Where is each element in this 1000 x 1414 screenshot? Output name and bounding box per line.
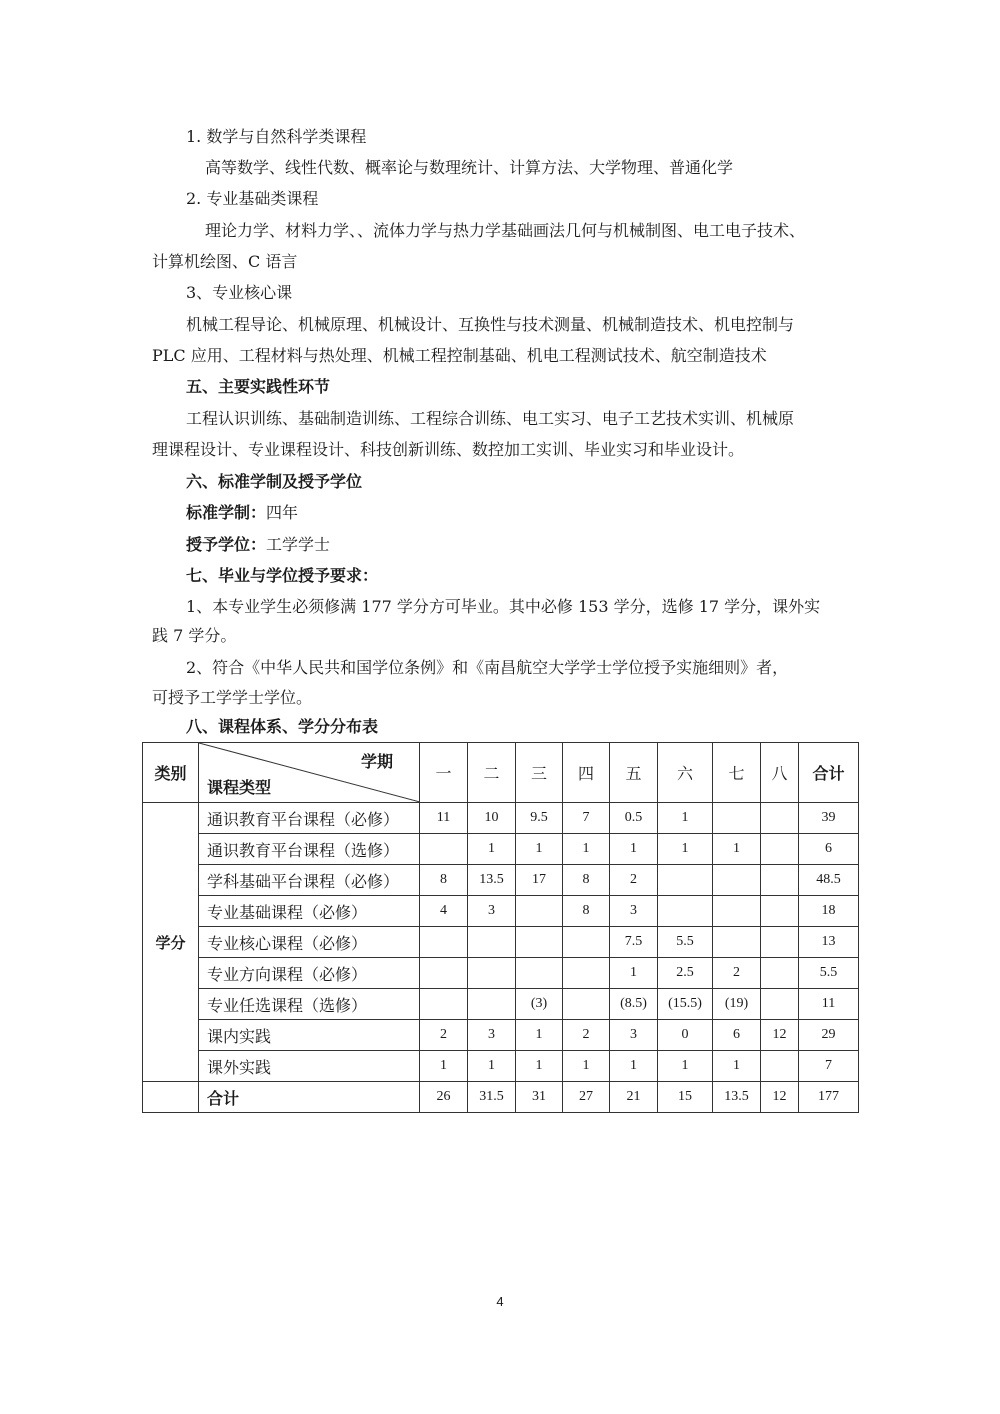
credit-cell: 2.5: [658, 958, 713, 989]
graduation-item1-2: 践 7 学分。: [152, 626, 237, 645]
table-row: [143, 1020, 859, 1051]
duration-label: 标准学制：: [186, 503, 267, 522]
credit-cell: [761, 1051, 799, 1082]
credit-cell: [468, 927, 516, 958]
credit-cell: 7.5: [610, 927, 658, 958]
credit-cell: [468, 989, 516, 1020]
credit-cell: 1: [658, 834, 713, 865]
credit-cell: [420, 834, 468, 865]
row-course-type: 合计: [199, 1082, 420, 1113]
header-col: 二: [468, 743, 516, 803]
credit-cell: [420, 958, 468, 989]
credit-cell: 39: [799, 803, 859, 834]
duration-line: [186, 503, 298, 523]
credit-cell: 29: [799, 1020, 859, 1051]
credit-cell: 1: [563, 1051, 610, 1082]
row-course-type: 专业任选课程（选修）: [199, 989, 420, 1020]
table-row: [143, 865, 859, 896]
credit-cell: 8: [420, 865, 468, 896]
credit-cell: (19): [713, 989, 761, 1020]
degree-line: [186, 535, 330, 555]
credit-cell: 9.5: [516, 803, 563, 834]
credit-cell: 1: [658, 1051, 713, 1082]
credit-cell: 17: [516, 865, 563, 896]
credit-cell: 1: [516, 1051, 563, 1082]
credit-cell: [713, 803, 761, 834]
header-col: 六: [658, 743, 713, 803]
credit-cell: 48.5: [799, 865, 859, 896]
credit-cell: [563, 989, 610, 1020]
row-course-type: 专业基础课程（必修）: [199, 896, 420, 927]
credit-cell: 31.5: [468, 1082, 516, 1113]
degree-value: 工学学士: [266, 535, 331, 554]
credit-cell: 177: [799, 1082, 859, 1113]
header-col: 一: [420, 743, 468, 803]
credit-cell: 18: [799, 896, 859, 927]
credit-cell: 7: [563, 803, 610, 834]
credit-cell: 1: [516, 1020, 563, 1051]
row-course-type: 通识教育平台课程（必修）: [199, 803, 420, 834]
credit-cell: [713, 927, 761, 958]
credit-cell: 3: [610, 896, 658, 927]
section-core-body-1: 机械工程导论、机械原理、机械设计、互换性与技术测量、机械制造技术、机电控制与: [186, 315, 795, 334]
duration-value: 四年: [266, 503, 299, 522]
credit-cell: 4: [420, 896, 468, 927]
credit-cell: [468, 958, 516, 989]
credit-cell: (8.5): [610, 989, 658, 1020]
row-course-type: 课内实践: [199, 1020, 420, 1051]
credit-cell: 8: [563, 896, 610, 927]
credit-cell: 27: [563, 1082, 610, 1113]
header-semester: 学期: [360, 752, 393, 771]
table-row: [143, 834, 859, 865]
heading-credit-table: 八、课程体系、学分分布表: [186, 717, 379, 736]
group-label-empty: [143, 1082, 199, 1113]
header-category: 类别: [143, 743, 199, 803]
table-header-row: [143, 743, 859, 803]
section-basic-body-2: 计算机绘图、C 语言: [152, 252, 298, 271]
credit-cell: [761, 834, 799, 865]
credit-cell: 0: [658, 1020, 713, 1051]
credit-cell: 1: [658, 803, 713, 834]
credit-cell: 6: [799, 834, 859, 865]
credit-cell: [761, 865, 799, 896]
credit-cell: (15.5): [658, 989, 713, 1020]
credit-cell: 1: [420, 1051, 468, 1082]
table-total-row: [143, 1082, 859, 1113]
credit-cell: 1: [610, 834, 658, 865]
credit-cell: 1: [468, 834, 516, 865]
credit-cell: 5.5: [658, 927, 713, 958]
credit-cell: 15: [658, 1082, 713, 1113]
credit-cell: 13.5: [713, 1082, 761, 1113]
credit-cell: 1: [468, 1051, 516, 1082]
credit-cell: [761, 958, 799, 989]
credit-cell: [713, 896, 761, 927]
credit-cell: 8: [563, 865, 610, 896]
row-course-type: 专业核心课程（必修）: [199, 927, 420, 958]
credit-cell: 1: [713, 1051, 761, 1082]
credit-cell: 11: [799, 989, 859, 1020]
credit-cell: 3: [468, 1020, 516, 1051]
credit-cell: 5.5: [799, 958, 859, 989]
credit-cell: [563, 927, 610, 958]
heading-practice: 五、主要实践性环节: [186, 377, 331, 396]
credit-cell: [761, 989, 799, 1020]
credit-cell: 12: [761, 1020, 799, 1051]
credit-cell: 3: [610, 1020, 658, 1051]
credit-cell: 1: [516, 834, 563, 865]
table-row: [143, 989, 859, 1020]
graduation-item2-1: 2、符合《中华人民共和国学位条例》和《南昌航空大学学士学位授予实施细则》者，: [186, 658, 789, 677]
table-row: [143, 1051, 859, 1082]
credit-cell: 2: [713, 958, 761, 989]
practice-body-1: 工程认识训练、基础制造训练、工程综合训练、电工实习、电子工艺技术实训、机械原: [186, 409, 795, 428]
header-diagonal-cell: [199, 743, 420, 803]
credit-cell: 2: [563, 1020, 610, 1051]
heading-graduation: 七、毕业与学位授予要求：: [186, 566, 379, 585]
credit-cell: [563, 958, 610, 989]
credit-cell: 11: [420, 803, 468, 834]
credit-cell: 2: [420, 1020, 468, 1051]
graduation-item1-1: 1、本专业学生必须修满 177 学分方可毕业。其中必修 153 学分，选修 17 学分，课外实: [186, 597, 821, 616]
credit-cell: 3: [468, 896, 516, 927]
credit-cell: 1: [610, 1051, 658, 1082]
section-basic-title: 2. 专业基础类课程: [186, 189, 319, 208]
row-course-type: 课外实践: [199, 1051, 420, 1082]
practice-body-2: 理课程设计、专业课程设计、科技创新训练、数控加工实训、毕业实习和毕业设计。: [152, 440, 745, 459]
degree-label: 授予学位：: [186, 535, 267, 554]
section-basic-body-1: 理论力学、材料力学、、流体力学与热力学基础画法几何与机械制图、电工电子技术、: [205, 221, 806, 240]
credit-cell: [658, 865, 713, 896]
credit-cell: [516, 958, 563, 989]
credit-cell: [420, 989, 468, 1020]
credit-cell: 0.5: [610, 803, 658, 834]
section-core-title: 3、专业核心课: [186, 283, 293, 302]
credit-cell: 6: [713, 1020, 761, 1051]
graduation-item2-2: 可授予工学学士学位。: [152, 688, 313, 707]
credit-cell: 1: [563, 834, 610, 865]
section-core-body-2: PLC 应用、工程材料与热处理、机械工程控制基础、机电工程测试技术、航空制造技术: [152, 346, 767, 365]
table-row: [143, 803, 859, 834]
credit-cell: 13: [799, 927, 859, 958]
credit-cell: [516, 896, 563, 927]
credit-cell: [516, 927, 563, 958]
table-row: [143, 927, 859, 958]
header-col: 五: [610, 743, 658, 803]
credit-cell: 26: [420, 1082, 468, 1113]
credit-cell: [658, 896, 713, 927]
table-row: [143, 896, 859, 927]
table-row: [143, 958, 859, 989]
row-course-type: 专业方向课程（必修）: [199, 958, 420, 989]
header-course-type: 课程类型: [207, 778, 272, 797]
section-math-title: 1. 数学与自然科学类课程: [186, 127, 367, 146]
header-col: 七: [713, 743, 761, 803]
header-col-total: 合计: [799, 743, 859, 803]
credit-cell: 12: [761, 1082, 799, 1113]
credit-cell: 1: [713, 834, 761, 865]
credit-cell: 1: [610, 958, 658, 989]
credit-cell: 21: [610, 1082, 658, 1113]
credit-cell: 31: [516, 1082, 563, 1113]
page-number: 4: [496, 1294, 504, 1309]
credit-cell: 7: [799, 1051, 859, 1082]
header-col: 四: [563, 743, 610, 803]
credit-cell: [761, 896, 799, 927]
credit-cell: [761, 927, 799, 958]
credit-cell: 2: [610, 865, 658, 896]
credit-cell: [761, 803, 799, 834]
header-col: 三: [516, 743, 563, 803]
credit-cell: 10: [468, 803, 516, 834]
credit-cell: 13.5: [468, 865, 516, 896]
credit-cell: [420, 927, 468, 958]
heading-duration-degree: 六、标准学制及授予学位: [186, 472, 363, 491]
credit-distribution-table: [142, 742, 859, 1113]
credit-cell: (3): [516, 989, 563, 1020]
row-course-type: 通识教育平台课程（选修）: [199, 834, 420, 865]
row-course-type: 学科基础平台课程（必修）: [199, 865, 420, 896]
group-label: 学分: [143, 803, 199, 1082]
header-col: 八: [761, 743, 799, 803]
section-math-body: 高等数学、线性代数、概率论与数理统计、计算方法、大学物理、普通化学: [205, 158, 734, 177]
credit-cell: [713, 865, 761, 896]
